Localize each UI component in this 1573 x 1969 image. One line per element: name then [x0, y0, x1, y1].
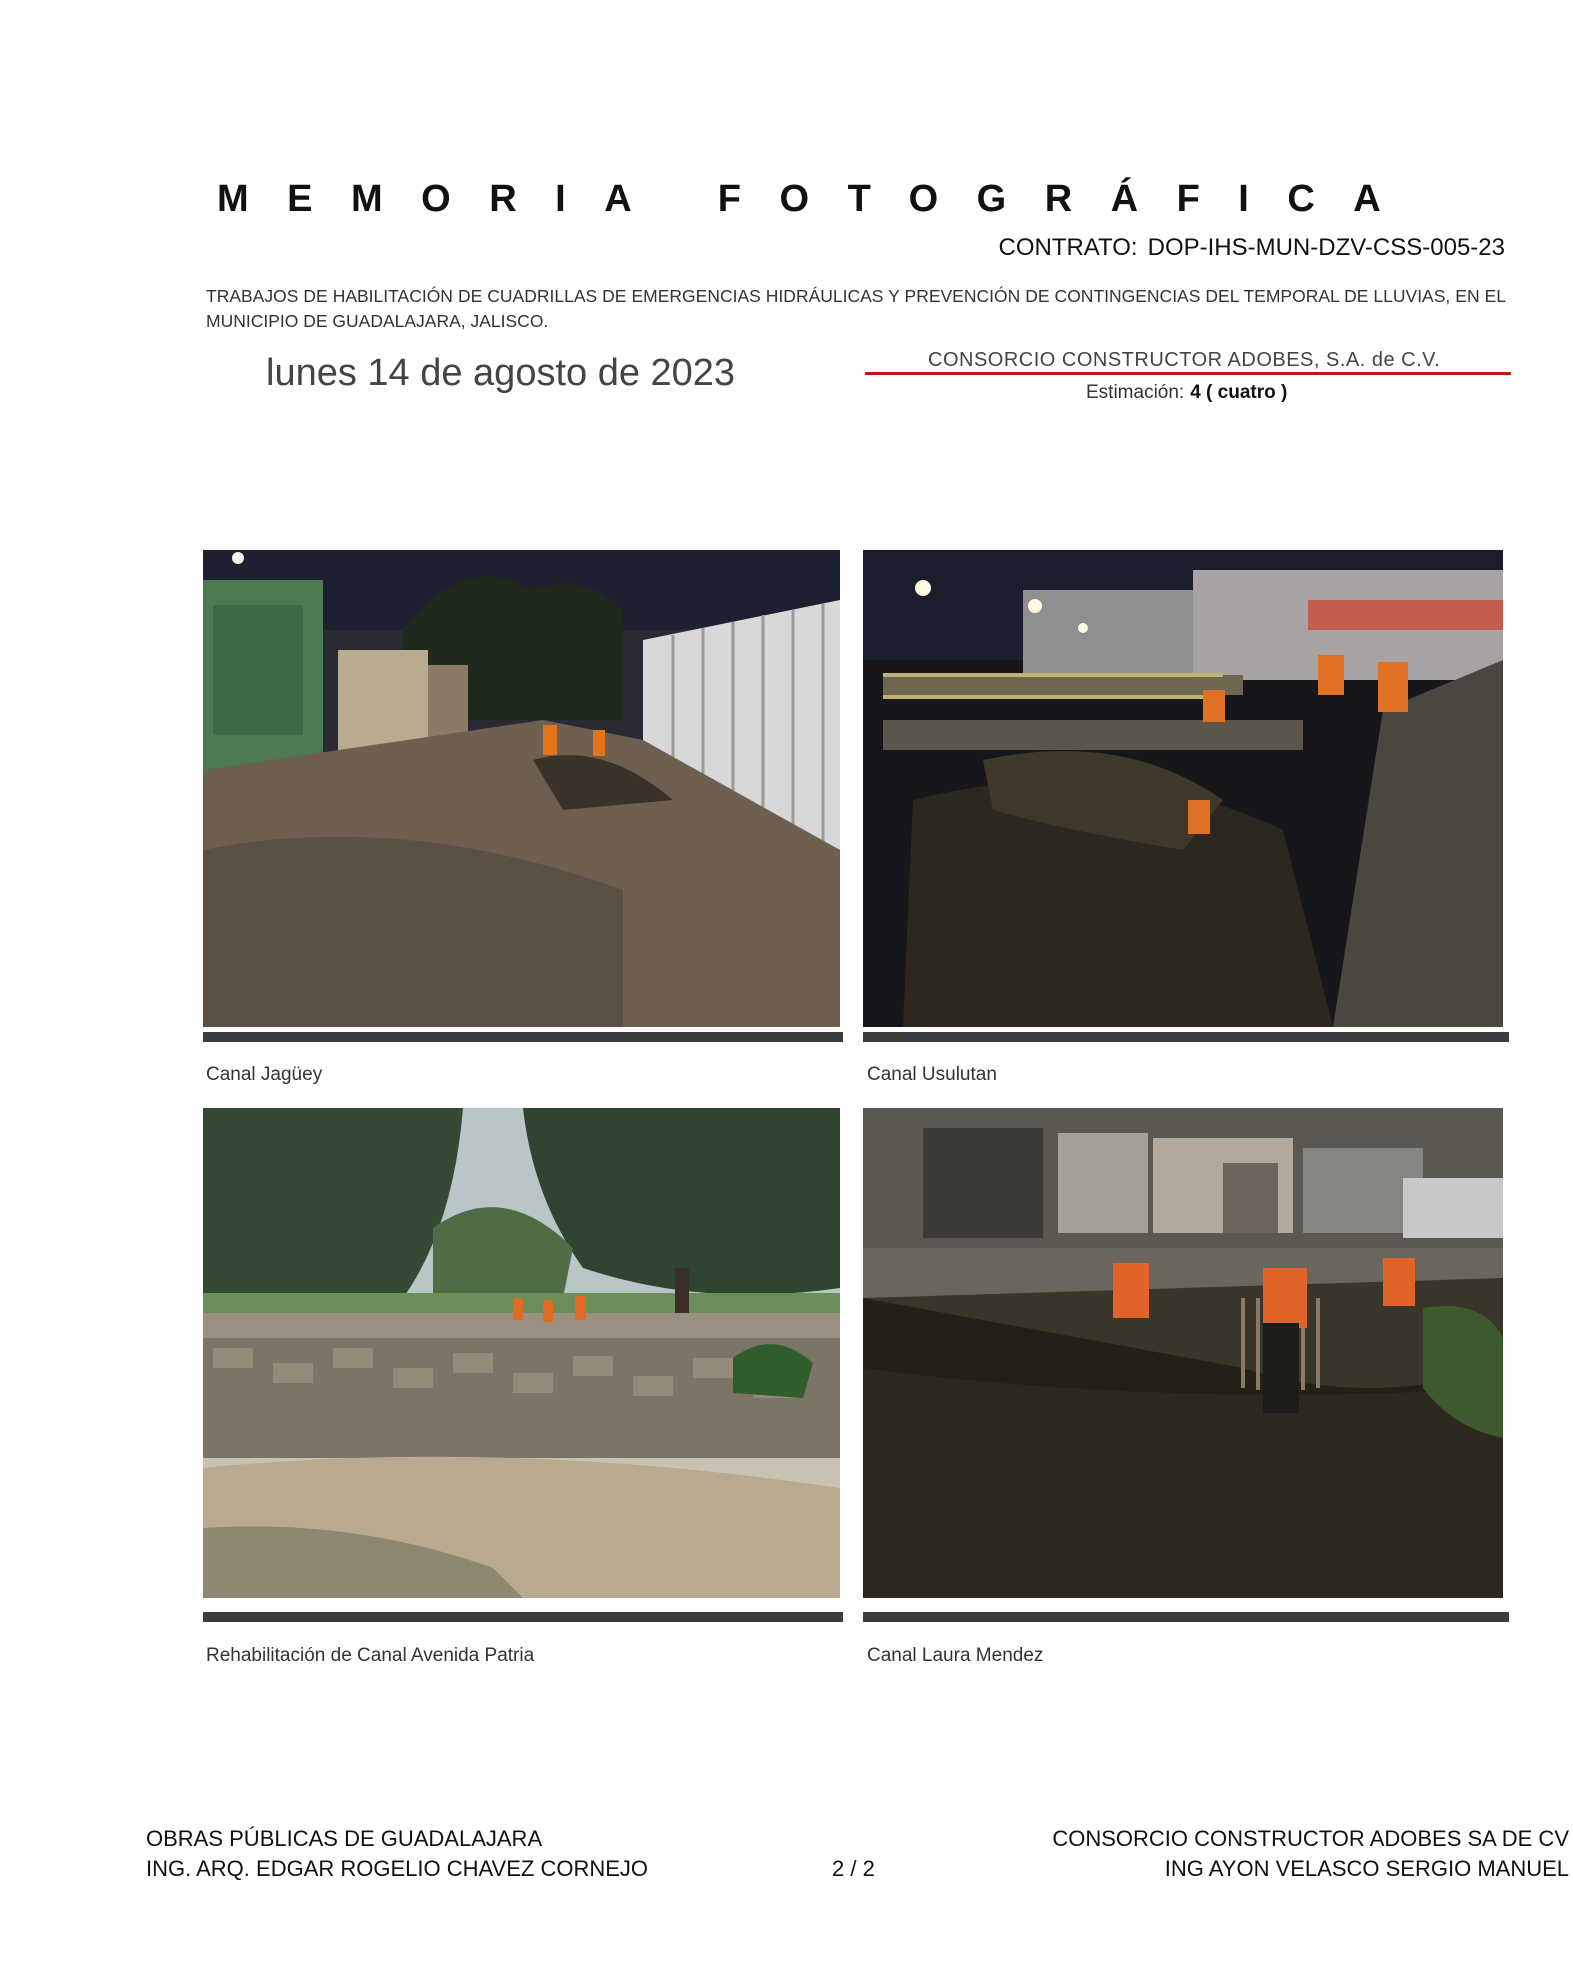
contract-line — [998, 234, 1505, 262]
footer-office-signatory: ING. ARQ. EDGAR ROGELIO CHAVEZ CORNEJO — [146, 1856, 649, 1881]
red-divider — [865, 372, 1511, 375]
photo-caption: Rehabilitación de Canal Avenida Patria — [206, 1645, 535, 1666]
photo-canal-avenida-patria — [203, 1108, 840, 1598]
contract-label: CONTRATO: — [998, 234, 1138, 261]
photo-caption-bar — [203, 1612, 843, 1622]
works-description: TRABAJOS DE HABILITACIÓN DE CUADRILLAS DE EMERGENCIAS HIDRÁULICAS Y PREVENCIÓN DE CONTINGENCIAS DEL TEMPORAL DE LLUVIAS, EN EL MUNICIPIO DE GUADALAJARA, JALISCO. — [206, 286, 1506, 331]
estimate-label: Estimación: — [1086, 382, 1185, 403]
estimate-value: 4 ( cuatro ) — [1190, 382, 1288, 403]
document-title: MEMORIA FOTOGRÁFICA — [217, 178, 1420, 220]
contractor-name: CONSORCIO CONSTRUCTOR ADOBES, S.A. de C.V. — [928, 349, 1441, 371]
contract-number: DOP-IHS-MUN-DZV-CSS-005-23 — [1147, 234, 1505, 261]
report-date: lunes 14 de agosto de 2023 — [266, 352, 736, 394]
footer-contractor: CONSORCIO CONSTRUCTOR ADOBES SA DE CV — [1052, 1826, 1569, 1851]
photo-caption-bar — [863, 1612, 1509, 1622]
photo-caption-bar — [863, 1032, 1509, 1042]
photo-canal-usulutan — [863, 550, 1503, 1027]
footer-contractor-signatory: ING AYON VELASCO SERGIO MANUEL — [1164, 1856, 1569, 1881]
photo-canal-laura-mendez — [863, 1108, 1503, 1598]
estimate-line — [1086, 382, 1287, 404]
photo-canal-jaguey — [203, 550, 840, 1027]
photo-caption: Canal Jagüey — [206, 1064, 323, 1085]
footer-office: OBRAS PÚBLICAS DE GUADALAJARA — [146, 1826, 543, 1851]
photo-caption: Canal Laura Mendez — [867, 1645, 1044, 1666]
photo-caption: Canal Usulutan — [867, 1064, 997, 1085]
photo-caption-bar — [203, 1032, 843, 1042]
page-number: 2 / 2 — [832, 1856, 875, 1881]
